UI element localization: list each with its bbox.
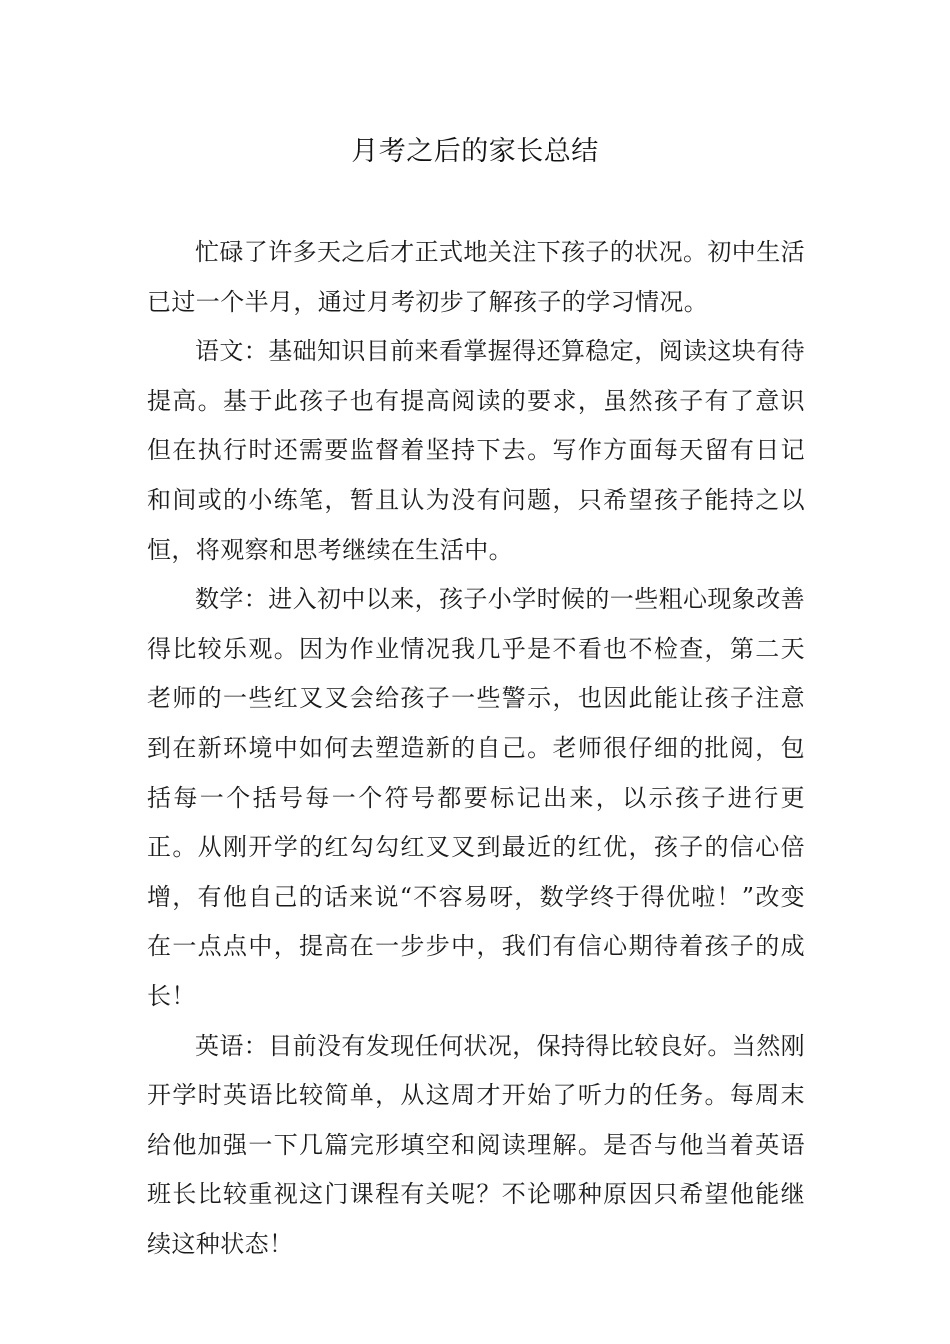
paragraph-chinese: 语文：基础知识目前来看掌握得还算稳定，阅读这块有待提高。基于此孩子也有提高阅读的要求，虽然孩子有了意识但在执行时还需要监督着坚持下去。写作方面每天留有日记和间或的小练笔，暂且认为没有问题，只希望孩子能持之以恒，将观察和思考继续在生活中。	[147, 337, 805, 564]
document-body	[147, 228, 805, 1269]
document-title: 月考之后的家长总结	[351, 136, 599, 167]
paragraph-intro: 忙碌了许多天之后才正式地关注下孩子的状况。初中生活已过一个半月，通过月考初步了解孩子的学习情况。	[147, 238, 805, 316]
paragraph-english: 英语：目前没有发现任何状况，保持得比较良好。当然刚开学时英语比较简单，从这周才开始了听力的任务。每周末给他加强一下几篇完形填空和阅读理解。是否与他当着英语班长比较重视这门课程有关呢？不论哪种原因只希望他能继续这种状态！	[147, 1031, 805, 1258]
paragraph-math: 数学：进入初中以来，孩子小学时候的一些粗心现象改善得比较乐观。因为作业情况我几乎是不看也不检查，第二天老师的一些红叉叉会给孩子一些警示，也因此能让孩子注意到在新环境中如何去塑造新的自己。老师很仔细的批阅，包括每一个括号每一个符号都要标记出来，以示孩子进行更正。从刚开学的红勾勾红叉叉到最近的红优，孩子的信心倍增，有他自己的话来说“不容易呀，数学终于得优啦！”改变在一点点中，提高在一步步中，我们有信心期待着孩子的成长！	[147, 585, 805, 1010]
